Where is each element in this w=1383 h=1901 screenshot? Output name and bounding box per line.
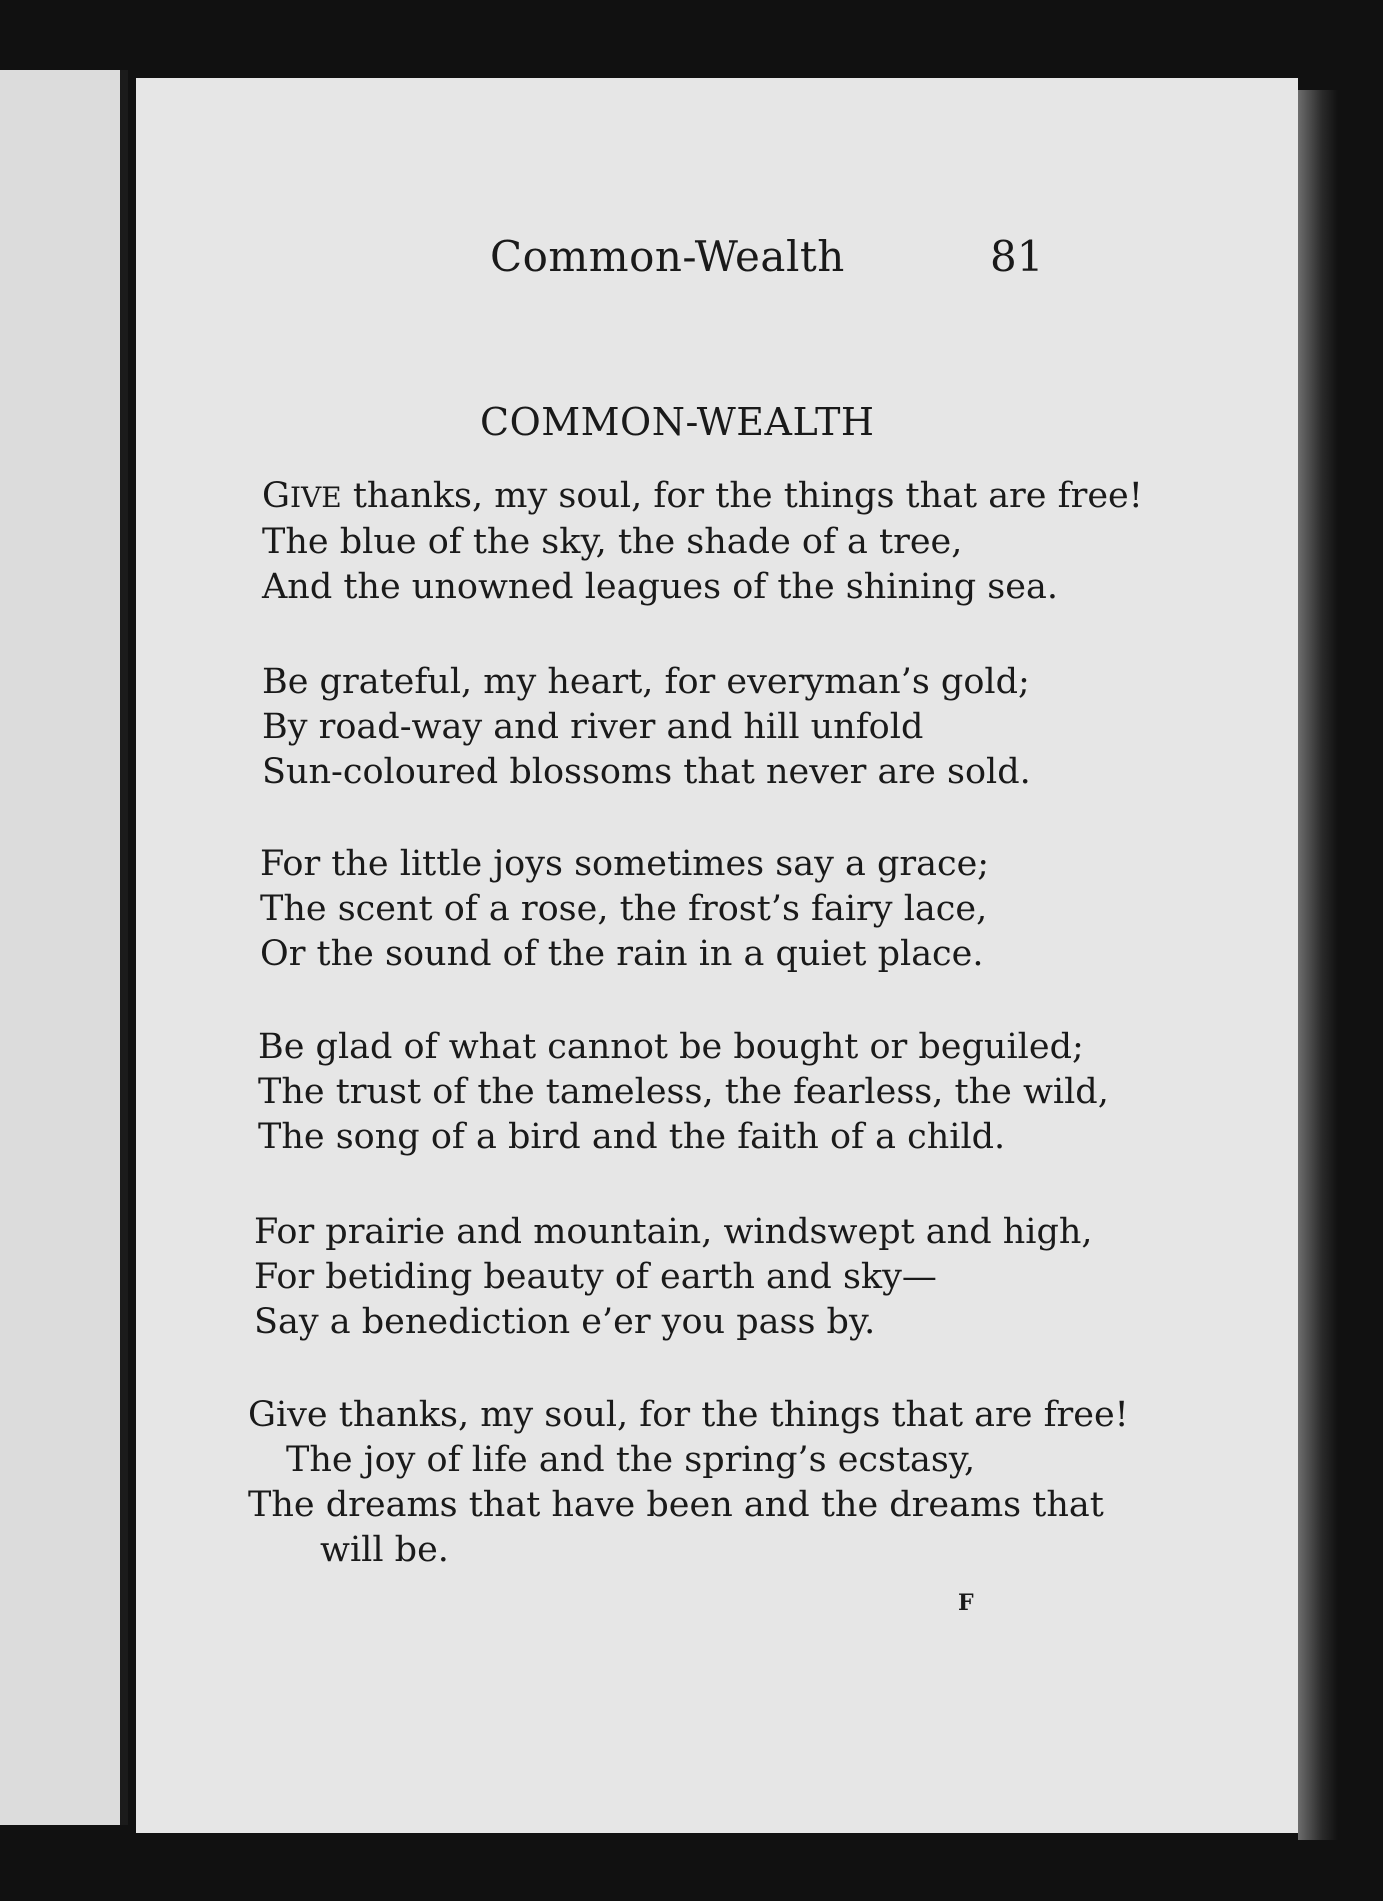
poem-line: For prairie and mountain, windswept and high,	[254, 1212, 1093, 1252]
poem-line: The scent of a rose, the frost’s fairy lace,	[260, 889, 988, 929]
stanza-6	[248, 1393, 1129, 1573]
poem-line: Or the sound of the rain in a quiet place.	[260, 934, 984, 974]
stanza-4	[258, 1025, 1109, 1160]
page-number: 81	[990, 232, 1044, 281]
running-title: Common-Wealth	[490, 232, 845, 281]
poem-line: The joy of life and the spring’s ecstasy,	[286, 1440, 976, 1480]
small-caps-text: IVE	[289, 481, 342, 514]
poem-line: The blue of the sky, the shade of a tree,	[262, 522, 963, 562]
initial-capital: G	[262, 476, 290, 516]
poem-line	[262, 474, 1143, 520]
stanza-5	[254, 1210, 1093, 1345]
poem-line: Be glad of what cannot be bought or beguiled;	[258, 1027, 1084, 1067]
signature-mark: F	[958, 1590, 974, 1616]
stanza-1	[262, 474, 1143, 610]
poem-line-text: thanks, my soul, for the things that are free!	[341, 476, 1143, 516]
poem-line: will be.	[320, 1530, 449, 1570]
poem-line: For the little joys sometimes say a grace;	[260, 844, 990, 884]
poem-line: By road-way and river and hill unfold	[262, 707, 924, 747]
book-spine-shadow	[120, 70, 128, 1825]
page-edge-shadow	[1298, 90, 1338, 1840]
poem-line: The dreams that have been and the dreams that	[248, 1485, 1104, 1525]
stanza-2	[262, 660, 1031, 795]
stanza-3	[260, 842, 989, 977]
poem-line: The song of a bird and the faith of a child.	[258, 1117, 1006, 1157]
poem-line: Be grateful, my heart, for everyman’s gold;	[262, 662, 1030, 702]
poem-title: COMMON-WEALTH	[480, 400, 875, 444]
poem-line: Give thanks, my soul, for the things that are free!	[248, 1395, 1129, 1435]
left-page-edge	[0, 70, 128, 1825]
poem-line: And the unowned leagues of the shining sea.	[262, 567, 1058, 607]
poem-line: For betiding beauty of earth and sky—	[254, 1257, 937, 1297]
poem-line: Sun-coloured blossoms that never are sold.	[262, 752, 1031, 792]
poem-line: Say a benediction e’er you pass by.	[254, 1302, 876, 1342]
poem-line: The trust of the tameless, the fearless, the wild,	[258, 1072, 1109, 1112]
